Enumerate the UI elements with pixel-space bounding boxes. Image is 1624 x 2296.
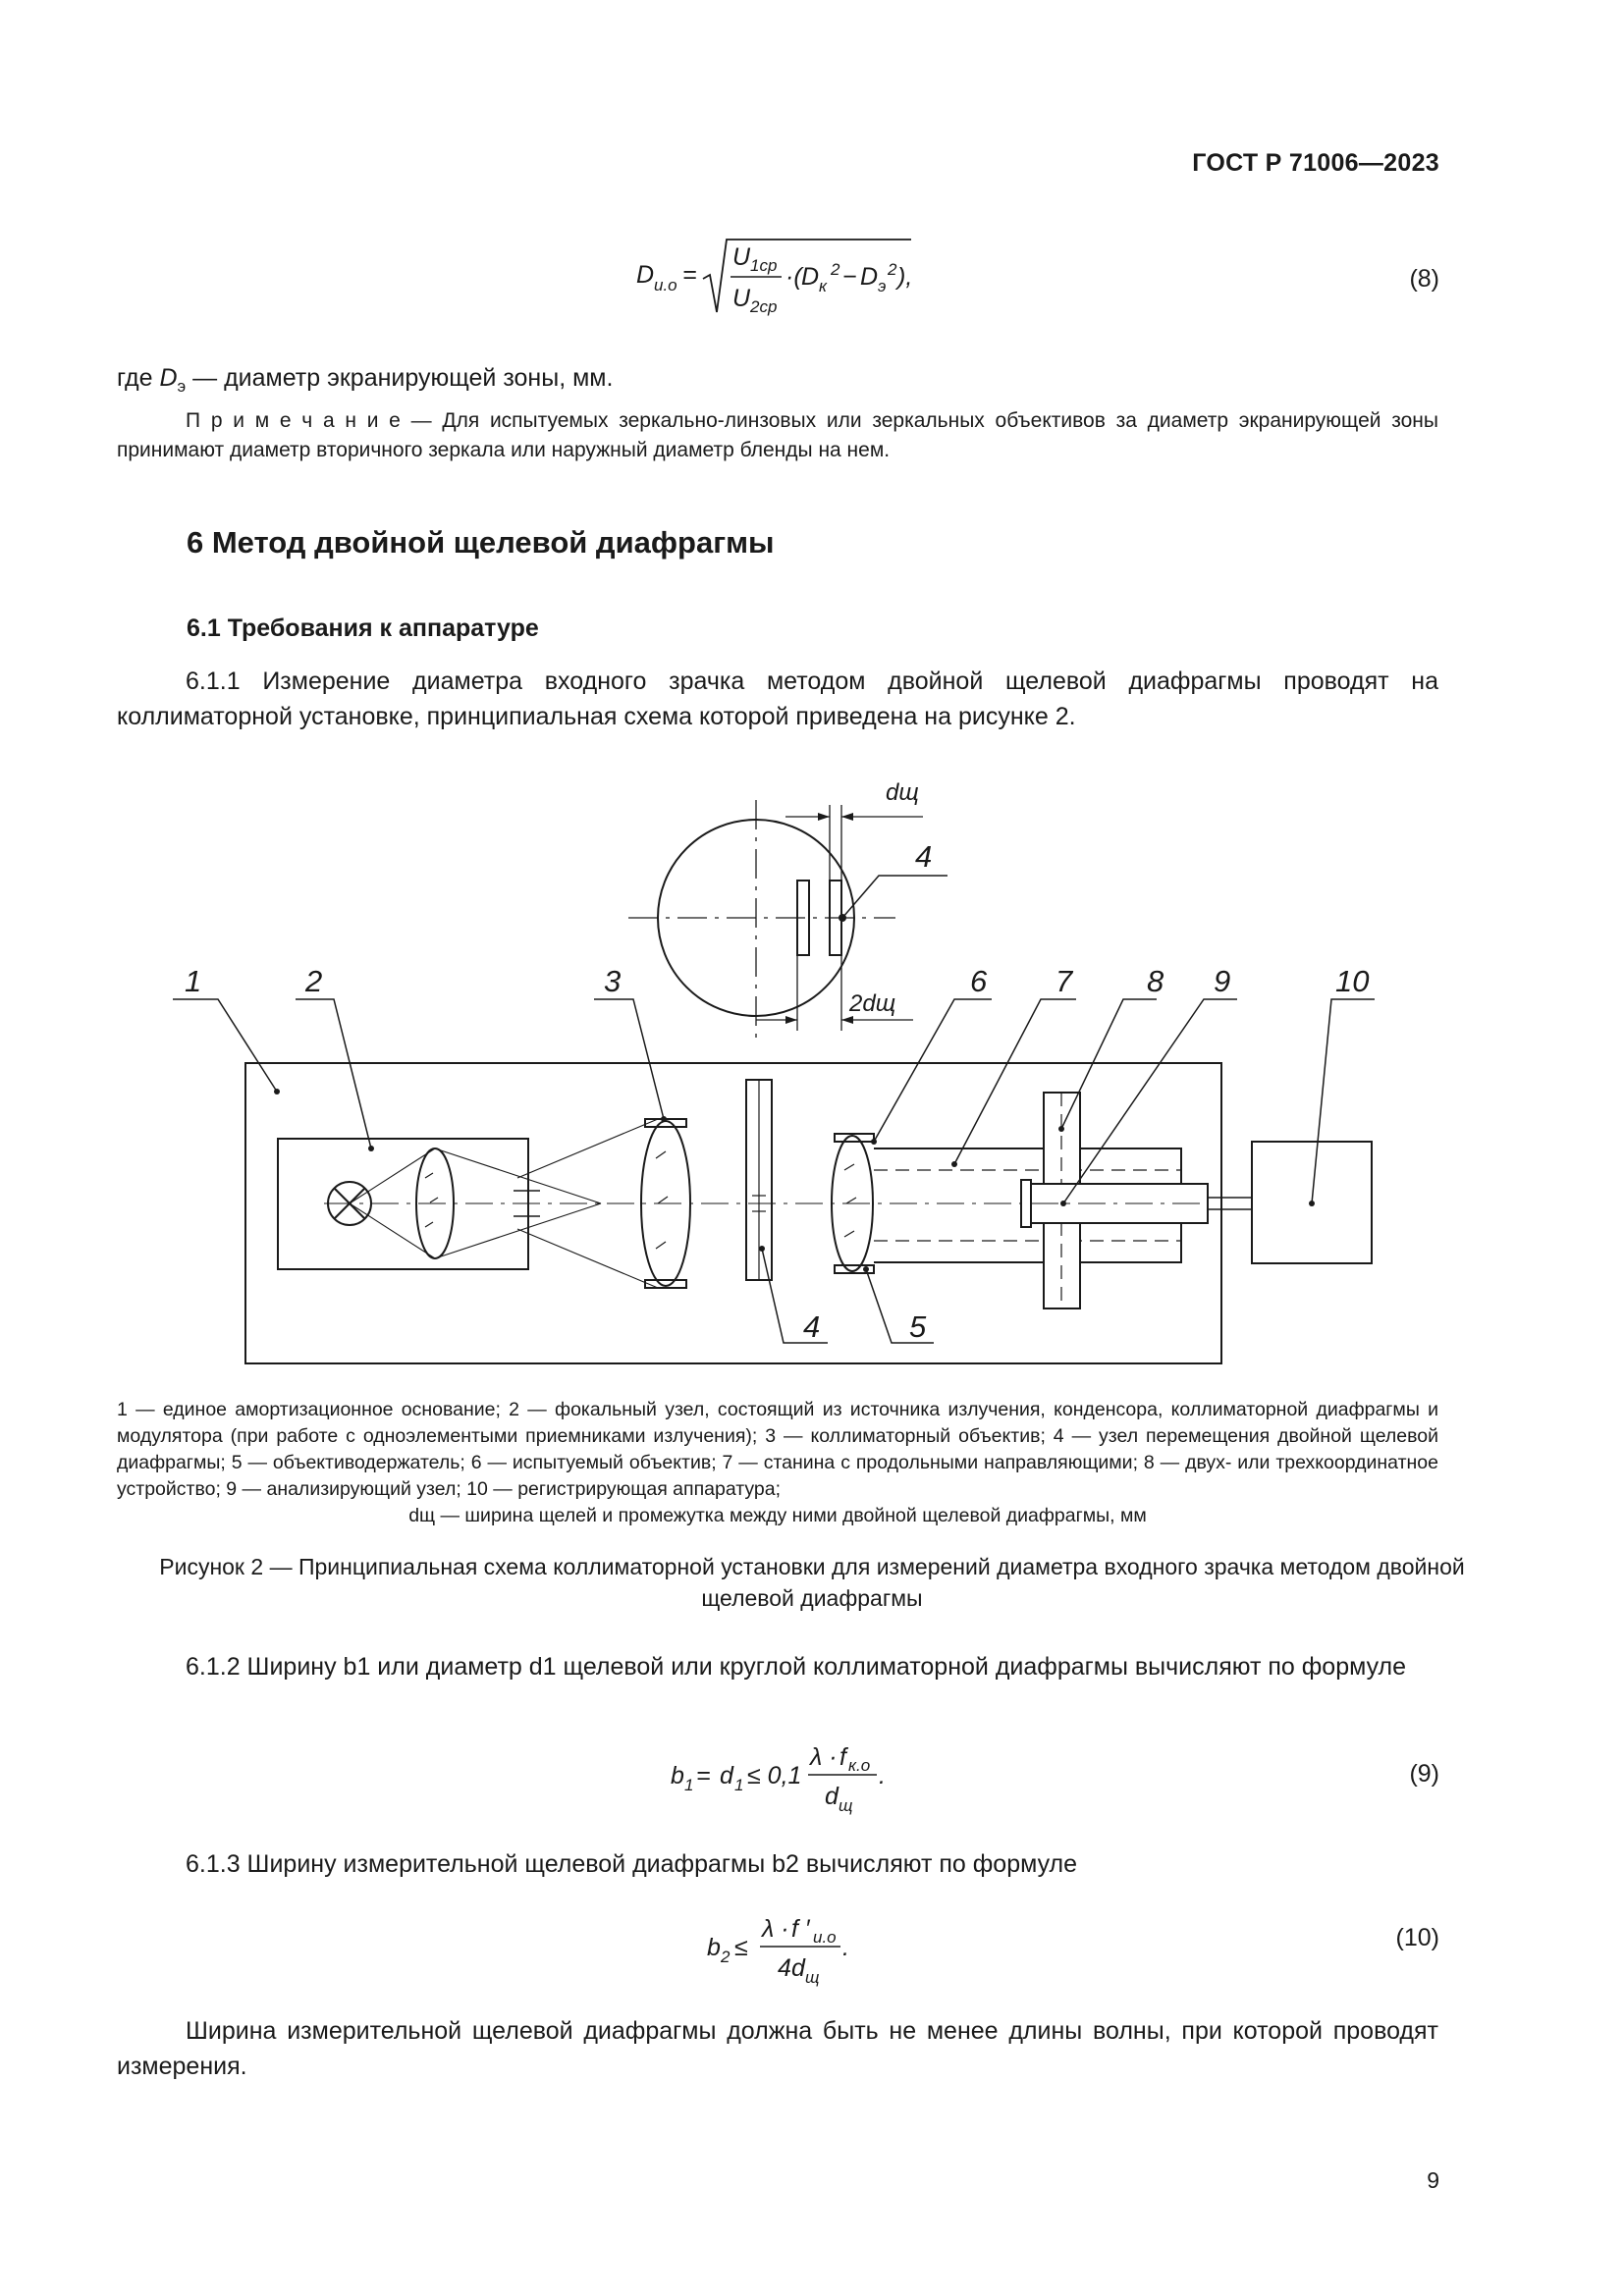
- svg-text:b: b: [707, 1934, 721, 1961]
- svg-text:и.о: и.о: [813, 1928, 837, 1947]
- fig-label-1: 1: [185, 964, 202, 998]
- where-text-content: где $D_э$ — диаметр экранирующей зоны, мм.: [117, 364, 614, 396]
- svg-text:f ′: f ′: [791, 1915, 810, 1943]
- fig-label-4-top: 4: [915, 839, 933, 874]
- svg-text:=: =: [682, 261, 697, 289]
- svg-text:2: 2: [888, 260, 897, 279]
- formula-10: [707, 1909, 874, 1995]
- svg-text:.: .: [879, 1762, 886, 1789]
- svg-text:d: d: [720, 1762, 733, 1789]
- svg-text:к: к: [819, 277, 828, 295]
- paragraph-6-1-2: 6.1.2 Ширину b1 или диаметр d1 щелевой или круглой коллиматорной диафрагмы вычисляют по формуле: [186, 1653, 1407, 1681]
- svg-text:≤ 0,1: ≤ 0,1: [747, 1762, 802, 1789]
- formula-9-number: (9): [1409, 1760, 1439, 1788]
- formula-10-number: (10): [1395, 1924, 1439, 1951]
- svg-text:D: D: [860, 263, 879, 291]
- fig-label-2: 2: [305, 964, 323, 998]
- dim-bottom-label: 2dщ: [849, 990, 896, 1017]
- svg-text:к.о: к.о: [848, 1756, 871, 1775]
- svg-text:λ ·: λ ·: [810, 1743, 838, 1771]
- svg-text:4: 4: [778, 1954, 791, 1982]
- fig-label-8: 8: [1147, 964, 1164, 998]
- section-title: 6 Метод двойной щелевой диафрагмы: [187, 525, 775, 560]
- formula-9-graphic: [671, 1737, 906, 1816]
- svg-text:D: D: [801, 263, 820, 291]
- svg-text:2: 2: [831, 260, 840, 279]
- fig-label-5: 5: [909, 1309, 927, 1344]
- svg-text:d: d: [825, 1783, 839, 1810]
- svg-text:1: 1: [684, 1776, 694, 1794]
- fig-label-6: 6: [970, 964, 988, 998]
- page-number: 9: [1427, 2167, 1439, 2193]
- fig-label-4-bottom: 4: [803, 1309, 821, 1344]
- svg-text:D: D: [636, 261, 655, 289]
- paragraph-6-1-1: 6.1.1 Измерение диаметра входного зрачка методом двойной щелевой диафрагмы проводят на коллиматорной установке, принципиальная схема которой приведена на рисунке 2.: [117, 667, 1438, 730]
- svg-text:.: .: [842, 1934, 849, 1961]
- document-header: ГОСТ Р 71006—2023: [1192, 149, 1439, 177]
- svg-text:λ ·: λ ·: [762, 1915, 789, 1943]
- fig-label-10: 10: [1335, 964, 1370, 998]
- svg-text:≤: ≤: [734, 1934, 748, 1961]
- svg-text:1: 1: [734, 1776, 744, 1794]
- formula-9: [671, 1737, 906, 1823]
- svg-text:2ср: 2ср: [750, 297, 778, 316]
- svg-text:=: =: [696, 1762, 711, 1789]
- svg-text:2: 2: [721, 1948, 731, 1966]
- figure-legend: [117, 1397, 1438, 1529]
- svg-text:U: U: [732, 243, 751, 271]
- svg-text:щ: щ: [805, 1968, 820, 1987]
- paragraph-final: Ширина измерительной щелевой диафрагмы должна быть не менее длины волны, при которой проводят измерения.: [117, 2017, 1438, 2080]
- svg-text:и.о: и.о: [654, 276, 677, 294]
- svg-text:U: U: [732, 285, 751, 312]
- formula-10-graphic: [707, 1909, 874, 1988]
- svg-text:щ: щ: [839, 1796, 853, 1815]
- figure-caption: Рисунок 2 — Принципиальная схема коллиматорной установки для измерений диаметра входного зрачка методом двойной щелевой диафрагмы: [159, 1554, 1465, 1611]
- svg-text:·(: ·(: [785, 263, 802, 291]
- fig-label-3: 3: [604, 964, 622, 998]
- formula-8-number: (8): [1409, 265, 1439, 293]
- dim-top-label: dщ: [886, 779, 919, 806]
- subsection-title: 6.1 Требования к аппаратуре: [187, 614, 539, 642]
- note-label: П р и м е ч а н и е: [186, 409, 401, 432]
- legend-items: 1 — единое амортизационное основание; 2 — фокальный узел, состоящий из источника излучения, конденсора, коллиматорной диафрагмы и модулятора (при работе с одноэлементыми приемниками излучения); 3 — коллиматорный объектив; 4 — узел перемещения двойной щелевой диафрагмы; 5 — объективодержатель; 6 — испытуемый объектив; 7 — станина с продольными направляющими; 8 — двух- или трехкоординатное устройство; 9 — анализирующий узел; 10 — регистрирующая аппаратура;: [117, 1399, 1438, 1500]
- svg-text:b: b: [671, 1762, 684, 1789]
- note-text: — Для испытуемых зеркально-линзовых или зеркальных объективов за диаметр экранирующей зоны принимают диаметр вторичного зеркала или наружный диаметр бленды на нем.: [117, 409, 1438, 461]
- fig-label-7: 7: [1056, 964, 1073, 998]
- fig-label-9: 9: [1214, 964, 1231, 998]
- svg-text:−: −: [842, 263, 857, 291]
- svg-text:d: d: [791, 1954, 805, 1982]
- svg-text:f: f: [839, 1743, 846, 1771]
- legend-dimension-note: dщ — ширина щелей и промежутка между ними двойной щелевой диафрагмы, мм: [408, 1505, 1147, 1526]
- svg-text:э: э: [878, 277, 887, 295]
- svg-text:1ср: 1ср: [750, 256, 778, 275]
- svg-text:),: ),: [897, 263, 913, 291]
- paragraph-6-1-3: 6.1.3 Ширину измерительной щелевой диафрагмы b2 вычисляют по формуле: [186, 1850, 1078, 1878]
